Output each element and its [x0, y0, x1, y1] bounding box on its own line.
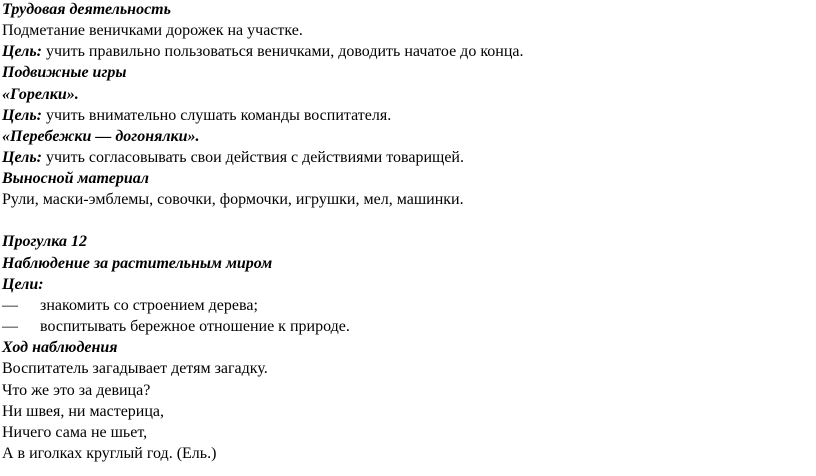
goal-dash: — — [2, 297, 18, 314]
labor-goal-text: учить правильно пользоваться веничками, доводить начатое до конца. — [42, 43, 524, 60]
game2-goal — [2, 148, 464, 168]
riddle-line: Что же это за девица? — [2, 382, 151, 399]
observation-heading: Ход наблюдения — [2, 339, 118, 356]
riddle-line: Ничего сама не шьет, — [2, 424, 148, 441]
game2-goal-label: Цель: — [2, 149, 42, 166]
labor-task: Подметание веничками дорожек на участке. — [2, 22, 303, 39]
riddle-line: А в иголках круглый год. (Ель.) — [2, 445, 217, 462]
walk-goals-label: Цели: — [2, 276, 44, 293]
game1-goal-text: учить внимательно слушать команды воспитателя. — [42, 107, 392, 124]
riddle-line: Воспитатель загадывает детям загадку. — [2, 360, 268, 377]
game1-goal-label: Цель: — [2, 107, 42, 124]
material-text: Рули, маски-эмблемы, совочки, формочки, игрушки, мел, машинки. — [2, 191, 464, 208]
game1-title: «Горелки». — [2, 86, 79, 103]
walk-title: Прогулка 12 — [2, 233, 87, 250]
goal-dash: — — [2, 318, 18, 335]
walk-subtitle: Наблюдение за растительным миром — [2, 255, 273, 272]
labor-goal — [2, 42, 524, 62]
material-heading: Выносной материал — [2, 170, 149, 187]
walk-goal-item — [2, 317, 350, 337]
labor-heading: Трудовая деятельность — [2, 1, 171, 18]
game2-title: «Перебежки — догонялки». — [2, 128, 200, 145]
goal-text: воспитывать бережное отношение к природе. — [40, 318, 350, 335]
games-heading: Подвижные игры — [2, 64, 127, 81]
walk-goal-item — [2, 296, 258, 316]
game1-goal — [2, 106, 391, 126]
goal-text: знакомить со строением дерева; — [40, 297, 258, 314]
riddle-line: Ни швея, ни мастерица, — [2, 403, 165, 420]
game2-goal-text: учить согласовывать свои действия с действиями товарищей. — [42, 149, 464, 166]
labor-goal-label: Цель: — [2, 43, 42, 60]
